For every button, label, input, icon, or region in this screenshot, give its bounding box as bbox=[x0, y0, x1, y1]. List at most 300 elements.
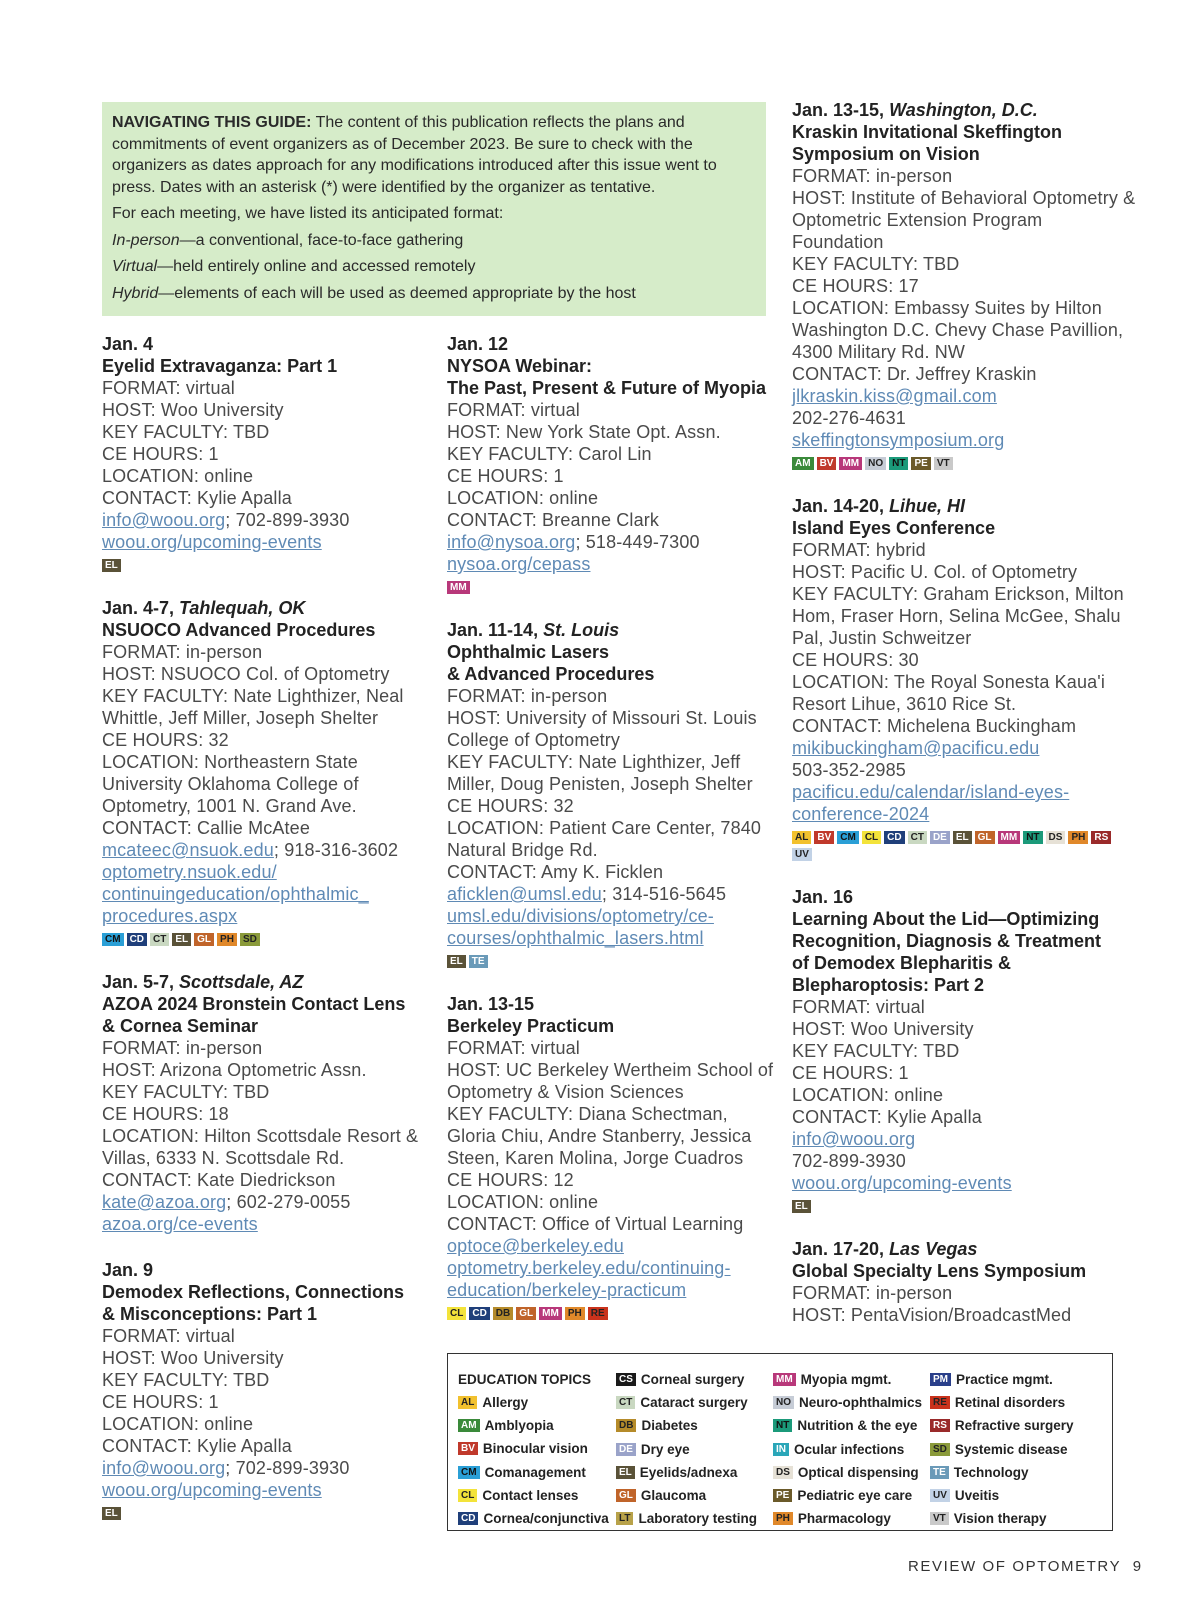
legend-column-1 bbox=[458, 1368, 609, 1530]
event-link[interactable]: umsl.edu/divisions/optometry/ce-courses/ophthalmic_lasers.html bbox=[447, 906, 714, 948]
event-detail: HOST: Pacific U. Col. of Optometry bbox=[792, 562, 1078, 582]
event-detail: FORMAT: in-person bbox=[102, 642, 263, 662]
legend-label: Myopia mgmt. bbox=[800, 1372, 892, 1388]
event-contact-text: ; 702-899-3930 bbox=[225, 510, 350, 530]
event-title: Symposium on Vision bbox=[792, 144, 980, 164]
legend-item bbox=[773, 1484, 922, 1507]
event-title: Blepharoptosis: Part 2 bbox=[792, 975, 985, 995]
event-link[interactable]: jlkraskin.kiss@gmail.com bbox=[792, 386, 997, 406]
event-detail: CE HOURS: 17 bbox=[792, 276, 919, 296]
legend-item bbox=[930, 1507, 1073, 1530]
legend-item bbox=[616, 1461, 757, 1484]
topic-tag-el: EL bbox=[447, 955, 466, 968]
event-link[interactable]: mikibuckingham@pacificu.edu bbox=[792, 738, 1040, 758]
event-link[interactable]: pacificu.edu/calendar/island-eyes-conference-2024 bbox=[792, 782, 1070, 824]
event-title: & Advanced Procedures bbox=[447, 664, 655, 684]
topic-tag-nt: NT bbox=[1023, 831, 1042, 844]
event-contact-line bbox=[447, 1235, 777, 1257]
event-detail: FORMAT: in-person bbox=[792, 166, 953, 186]
event-detail: CONTACT: Kate Diedrickson bbox=[102, 1170, 336, 1190]
legend-item bbox=[773, 1438, 922, 1461]
event-listing bbox=[447, 619, 777, 969]
legend-item bbox=[616, 1507, 757, 1530]
event-contact-line bbox=[792, 737, 1137, 759]
topic-tag-cd: CD bbox=[469, 1307, 489, 1320]
event-contact-line bbox=[102, 1457, 432, 1479]
topic-tag-rs: RS bbox=[1091, 831, 1111, 844]
event-link[interactable]: aficklen@umsl.edu bbox=[447, 884, 602, 904]
event-date-text: Jan. 5-7, bbox=[102, 972, 180, 992]
event-contact-line bbox=[792, 1150, 1137, 1172]
topic-tags bbox=[447, 578, 777, 595]
legend-item bbox=[773, 1507, 922, 1530]
event-contact-line bbox=[792, 781, 1137, 825]
event-detail: CONTACT: Dr. Jeffrey Kraskin bbox=[792, 364, 1037, 384]
event-listing bbox=[447, 333, 777, 595]
topic-tag-pe: PE bbox=[911, 457, 930, 470]
event-detail: KEY FACULTY: TBD bbox=[792, 1041, 960, 1061]
event-title: NSUOCO Advanced Procedures bbox=[102, 620, 376, 640]
legend-label: Cataract surgery bbox=[640, 1395, 748, 1411]
event-contact-line bbox=[792, 429, 1137, 451]
event-listing bbox=[102, 971, 432, 1235]
topic-tag-cs: CS bbox=[616, 1373, 636, 1386]
event-detail: HOST: PentaVision/BroadcastMed bbox=[792, 1305, 1072, 1325]
event-date bbox=[102, 1259, 432, 1281]
event-contact-text: 503-352-2985 bbox=[792, 760, 906, 780]
event-link[interactable]: info@woou.org bbox=[792, 1129, 916, 1149]
legend-column-2 bbox=[616, 1368, 757, 1530]
topic-tag-cd: CD bbox=[884, 831, 904, 844]
event-detail: HOST: New York State Opt. Assn. bbox=[447, 422, 721, 442]
event-date bbox=[102, 333, 432, 355]
event-contact-line bbox=[102, 839, 432, 861]
event-detail: CE HOURS: 18 bbox=[102, 1104, 229, 1124]
event-date-text: Jan. 17-20, bbox=[792, 1239, 890, 1259]
event-detail: FORMAT: in-person bbox=[447, 686, 608, 706]
event-detail: HOST: UC Berkeley Wertheim School of Optometry & Vision Sciences bbox=[447, 1060, 774, 1102]
event-title: Learning About the Lid—Optimizing bbox=[792, 909, 1100, 929]
legend-column-4 bbox=[930, 1368, 1073, 1530]
legend-item bbox=[930, 1391, 1073, 1414]
event-link[interactable]: woou.org/upcoming-events bbox=[102, 532, 322, 552]
legend-item bbox=[458, 1484, 609, 1507]
event-contact-text: 702-899-3930 bbox=[792, 1151, 906, 1171]
topic-tag-ph: PH bbox=[565, 1307, 585, 1320]
event-contact-line bbox=[792, 1128, 1137, 1150]
legend-label: Pediatric eye care bbox=[797, 1488, 913, 1504]
legend-item bbox=[458, 1391, 609, 1414]
event-detail: LOCATION: Hilton Scottsdale Resort & Villas, 6333 N. Scottsdale Rd. bbox=[102, 1126, 419, 1168]
event-detail: KEY FACULTY: TBD bbox=[102, 1370, 270, 1390]
event-link[interactable]: nysoa.org/cepass bbox=[447, 554, 591, 574]
event-detail: KEY FACULTY: TBD bbox=[792, 254, 960, 274]
event-detail: CE HOURS: 1 bbox=[792, 1063, 909, 1083]
event-detail: CE HOURS: 32 bbox=[447, 796, 574, 816]
topic-tag-el: EL bbox=[102, 1507, 121, 1520]
event-detail: LOCATION: Northeastern State University Oklahoma College of Optometry, 1001 N. Grand Ave. bbox=[102, 752, 359, 816]
event-detail: FORMAT: virtual bbox=[792, 997, 925, 1017]
legend-label: Nutrition & the eye bbox=[797, 1418, 918, 1434]
event-listing bbox=[792, 886, 1137, 1214]
event-link[interactable]: kate@azoa.org bbox=[102, 1192, 227, 1212]
event-listing bbox=[447, 993, 777, 1321]
event-title: of Demodex Blepharitis & bbox=[792, 953, 1012, 973]
event-title: Ophthalmic Lasers bbox=[447, 642, 610, 662]
event-link[interactable]: skeffingtonsymposium.org bbox=[792, 430, 1005, 450]
legend-item bbox=[458, 1437, 609, 1460]
topic-tags bbox=[102, 556, 432, 573]
event-contact-line bbox=[792, 385, 1137, 407]
topic-tag-db: DB bbox=[493, 1307, 513, 1320]
event-contact-line bbox=[102, 1479, 432, 1501]
event-detail: KEY FACULTY: Nate Lighthizer, Neal Whittle, Jeff Miller, Joseph Shelter bbox=[102, 686, 404, 728]
event-title: NYSOA Webinar: bbox=[447, 356, 593, 376]
legend-item bbox=[773, 1391, 922, 1414]
event-date-text: Jan. 4-7, bbox=[102, 598, 180, 618]
event-link[interactable]: mcateec@nsuok.edu bbox=[102, 840, 274, 860]
legend-item bbox=[458, 1507, 609, 1530]
legend-label: Corneal surgery bbox=[640, 1372, 745, 1388]
nav-intro bbox=[112, 112, 756, 198]
event-link[interactable]: info@woou.org bbox=[102, 1458, 226, 1478]
topic-tag-bv: BV bbox=[817, 457, 837, 470]
legend-label: Allergy bbox=[482, 1395, 529, 1411]
legend-label: Optical dispensing bbox=[797, 1464, 919, 1480]
event-place: Lihue, HI bbox=[889, 496, 966, 516]
event-date-text: Jan. 13-15, bbox=[792, 100, 890, 120]
topic-tags bbox=[102, 1504, 432, 1521]
event-listing bbox=[792, 495, 1137, 862]
topic-tag-ph: PH bbox=[773, 1512, 793, 1525]
legend-item bbox=[773, 1461, 922, 1484]
event-contact-text: ; 702-899-3930 bbox=[225, 1458, 350, 1478]
topic-tag-ct: CT bbox=[908, 831, 927, 844]
legend-item bbox=[616, 1438, 757, 1461]
event-link[interactable]: optometry.nsuok.edu/ continuingeducation/ophthalmic_ procedures.aspx bbox=[102, 862, 369, 926]
education-topics-legend bbox=[447, 1353, 1113, 1531]
legend-label: Pharmacology bbox=[797, 1511, 891, 1527]
legend-label: Laboratory testing bbox=[638, 1511, 757, 1527]
legend-title: EDUCATION TOPICS bbox=[458, 1372, 592, 1387]
event-link[interactable]: woou.org/upcoming-events bbox=[792, 1173, 1012, 1193]
event-place: Washington, D.C. bbox=[889, 100, 1038, 120]
topic-tag-al: AL bbox=[458, 1396, 477, 1409]
event-contact-text: 202-276-4631 bbox=[792, 408, 906, 428]
event-column-2 bbox=[447, 333, 777, 1345]
legend-label: Refractive surgery bbox=[954, 1418, 1074, 1434]
topic-tags bbox=[792, 828, 1137, 862]
topic-tag-vt: VT bbox=[934, 457, 953, 470]
topic-tag-ct: CT bbox=[616, 1396, 635, 1409]
topic-tag-mm: MM bbox=[447, 581, 470, 594]
event-contact-text: ; 602-279-0055 bbox=[226, 1192, 351, 1212]
event-place: Las Vegas bbox=[889, 1239, 978, 1259]
topic-tag-pm: PM bbox=[930, 1373, 951, 1386]
topic-tag-mm: MM bbox=[998, 831, 1021, 844]
topic-tag-bv: BV bbox=[814, 831, 834, 844]
event-contact-line bbox=[447, 553, 777, 575]
event-contact-text: ; 918-316-3602 bbox=[273, 840, 399, 860]
page-footer bbox=[908, 1558, 1143, 1575]
event-detail: LOCATION: Patient Care Center, 7840 Natural Bridge Rd. bbox=[447, 818, 762, 860]
event-contact-text: ; 314-516-5645 bbox=[601, 884, 727, 904]
event-contact-line bbox=[792, 759, 1137, 781]
event-detail: KEY FACULTY: TBD bbox=[102, 1082, 270, 1102]
event-contact-line bbox=[102, 531, 432, 553]
legend-label: Dry eye bbox=[640, 1441, 690, 1457]
topic-tag-el: EL bbox=[792, 1200, 811, 1213]
event-detail: KEY FACULTY: Nate Lighthizer, Jeff Miller, Doug Penisten, Joseph Shelter bbox=[447, 752, 753, 794]
event-title: Eyelid Extravaganza: Part 1 bbox=[102, 356, 338, 376]
page-number: 9 bbox=[1132, 1558, 1143, 1575]
event-title: & Misconceptions: Part 1 bbox=[102, 1304, 318, 1324]
event-link[interactable]: azoa.org/ce-events bbox=[102, 1214, 258, 1234]
nav-format-intro: For each meeting, we have listed its anticipated format: bbox=[112, 205, 504, 222]
topic-tag-lt: LT bbox=[616, 1512, 633, 1525]
event-date bbox=[447, 333, 777, 355]
event-column-3 bbox=[792, 99, 1137, 1350]
event-detail: LOCATION: online bbox=[447, 488, 599, 508]
event-contact-line bbox=[447, 531, 777, 553]
topic-tag-cm: CM bbox=[837, 831, 859, 844]
topic-tag-ct: CT bbox=[150, 933, 169, 946]
topic-tag-am: AM bbox=[792, 457, 814, 470]
topic-tag-mm: MM bbox=[839, 457, 862, 470]
event-detail: FORMAT: in-person bbox=[792, 1283, 953, 1303]
topic-tag-db: DB bbox=[616, 1419, 636, 1432]
legend-column-3 bbox=[773, 1368, 922, 1530]
event-contact-line bbox=[102, 1191, 432, 1213]
event-detail: FORMAT: hybrid bbox=[792, 540, 926, 560]
nav-format-hybrid: Hybrid—elements of each will be used as deemed appropriate by the host bbox=[112, 284, 636, 302]
topic-tag-mm: MM bbox=[773, 1373, 796, 1386]
event-detail: CE HOURS: 30 bbox=[792, 650, 919, 670]
event-date-text: Jan. 12 bbox=[447, 334, 509, 354]
event-detail: FORMAT: virtual bbox=[102, 378, 235, 398]
legend-label: Amblyopia bbox=[484, 1418, 554, 1434]
event-date bbox=[102, 597, 432, 619]
topic-tag-nt: NT bbox=[889, 457, 908, 470]
topic-tag-nt: NT bbox=[773, 1419, 792, 1432]
nav-format-virtual: Virtual—held entirely online and accessed remotely bbox=[112, 258, 476, 275]
topic-tag-cm: CM bbox=[102, 933, 124, 946]
legend-item bbox=[930, 1461, 1073, 1484]
legend-label: Practice mgmt. bbox=[956, 1372, 1053, 1388]
legend-item bbox=[930, 1414, 1073, 1437]
event-listing bbox=[792, 1238, 1137, 1326]
legend-label: Eyelids/adnexa bbox=[639, 1464, 738, 1480]
event-detail: FORMAT: virtual bbox=[447, 1038, 580, 1058]
legend-label: Technology bbox=[953, 1464, 1029, 1480]
event-title: Recognition, Diagnosis & Treatment bbox=[792, 931, 1102, 951]
legend-label: Systemic disease bbox=[954, 1441, 1068, 1457]
legend-item bbox=[616, 1368, 757, 1391]
event-date-text: Jan. 11-14, bbox=[447, 620, 544, 640]
event-detail: LOCATION: online bbox=[102, 466, 254, 486]
topic-tag-no: NO bbox=[865, 457, 886, 470]
event-contact-line bbox=[102, 861, 432, 927]
event-date-text: Jan. 4 bbox=[102, 334, 154, 354]
topic-tag-al: AL bbox=[792, 831, 811, 844]
event-contact-line bbox=[792, 407, 1137, 429]
topic-tag-el: EL bbox=[102, 559, 121, 572]
event-listing bbox=[792, 99, 1137, 471]
event-detail: KEY FACULTY: Graham Erickson, Milton Hom, Fraser Horn, Selina McGee, Shalu Pal, Justin Schweitzer bbox=[792, 584, 1124, 648]
topic-tag-cl: CL bbox=[458, 1489, 477, 1502]
topic-tag-ds: DS bbox=[773, 1466, 793, 1479]
event-detail: KEY FACULTY: Carol Lin bbox=[447, 444, 652, 464]
event-contact-text: ; 518-449-7300 bbox=[575, 532, 700, 552]
legend-item bbox=[930, 1368, 1073, 1391]
event-link[interactable]: woou.org/upcoming-events bbox=[102, 1480, 322, 1500]
topic-tag-te: TE bbox=[930, 1466, 949, 1479]
topic-tag-gl: GL bbox=[194, 933, 214, 946]
event-detail: CONTACT: Kylie Apalla bbox=[792, 1107, 982, 1127]
event-detail: CONTACT: Office of Virtual Learning bbox=[447, 1214, 744, 1234]
event-detail: CONTACT: Kylie Apalla bbox=[102, 488, 292, 508]
topic-tag-vt: VT bbox=[930, 1512, 949, 1525]
event-title: AZOA 2024 Bronstein Contact Lens bbox=[102, 994, 406, 1014]
event-detail: LOCATION: online bbox=[447, 1192, 599, 1212]
topic-tag-cl: CL bbox=[447, 1307, 466, 1320]
event-listing bbox=[102, 1259, 432, 1521]
event-place: Tahlequah, OK bbox=[179, 598, 306, 618]
topic-tag-cd: CD bbox=[458, 1512, 478, 1525]
legend-label: Uveitis bbox=[954, 1488, 1000, 1504]
event-detail: KEY FACULTY: Diana Schectman, Gloria Chiu, Andre Stanberry, Jessica Steen, Karen Molina, Jorge Cuadros bbox=[447, 1104, 752, 1168]
event-title: Island Eyes Conference bbox=[792, 518, 996, 538]
event-detail: CE HOURS: 1 bbox=[102, 444, 219, 464]
event-detail: LOCATION: Embassy Suites by Hilton Washington D.C. Chevy Chase Pavillion, 4300 Military Rd. NW bbox=[792, 298, 1124, 362]
event-detail: LOCATION: online bbox=[102, 1414, 254, 1434]
event-detail: LOCATION: The Royal Sonesta Kaua'i Resort Lihue, 3610 Rice St. bbox=[792, 672, 1106, 714]
topic-tag-el: EL bbox=[953, 831, 972, 844]
topic-tag-rs: RS bbox=[930, 1419, 950, 1432]
event-link[interactable]: optoce@berkeley.edu bbox=[447, 1236, 624, 1256]
event-contact-line bbox=[447, 1257, 777, 1301]
event-detail: FORMAT: virtual bbox=[102, 1326, 235, 1346]
topic-tags bbox=[792, 1197, 1137, 1214]
navigation-guide-box bbox=[102, 102, 766, 316]
legend-label: Contact lenses bbox=[482, 1487, 579, 1503]
event-detail: FORMAT: virtual bbox=[447, 400, 580, 420]
legend-label: Glaucoma bbox=[640, 1488, 707, 1504]
event-detail: HOST: Woo University bbox=[102, 1348, 284, 1368]
event-date-text: Jan. 14-20, bbox=[792, 496, 890, 516]
event-link[interactable]: info@woou.org bbox=[102, 510, 226, 530]
legend-label: Comanagement bbox=[484, 1464, 586, 1480]
event-listing bbox=[102, 597, 432, 947]
topic-tag-gl: GL bbox=[975, 831, 995, 844]
topic-tag-ph: PH bbox=[217, 933, 237, 946]
topic-tag-gl: GL bbox=[516, 1307, 536, 1320]
topic-tag-el: EL bbox=[172, 933, 191, 946]
event-detail: FORMAT: in-person bbox=[102, 1038, 263, 1058]
legend-item bbox=[773, 1414, 922, 1437]
topic-tag-ph: PH bbox=[1068, 831, 1088, 844]
event-detail: HOST: Woo University bbox=[102, 400, 284, 420]
event-date-text: Jan. 13-15 bbox=[447, 994, 535, 1014]
event-listing bbox=[102, 333, 432, 573]
legend-label: Retinal disorders bbox=[954, 1395, 1066, 1411]
legend-item bbox=[458, 1414, 609, 1437]
event-contact-line bbox=[447, 883, 777, 905]
topic-tags bbox=[447, 952, 777, 969]
event-title: Kraskin Invitational Skeffington bbox=[792, 122, 1063, 142]
event-detail: HOST: Arizona Optometric Assn. bbox=[102, 1060, 367, 1080]
event-detail: KEY FACULTY: TBD bbox=[102, 422, 270, 442]
publication-name: REVIEW OF OPTOMETRY bbox=[908, 1558, 1122, 1575]
topic-tag-bv: BV bbox=[458, 1442, 478, 1455]
legend-item bbox=[616, 1484, 757, 1507]
event-link[interactable]: optometry.berkeley.edu/continuing-education/berkeley-practicum bbox=[447, 1258, 731, 1300]
topic-tag-uv: UV bbox=[930, 1489, 950, 1502]
event-detail: CONTACT: Callie McAtee bbox=[102, 818, 311, 838]
event-title: & Cornea Seminar bbox=[102, 1016, 259, 1036]
topic-tag-cl: CL bbox=[862, 831, 881, 844]
legend-label: Neuro-ophthalmics bbox=[799, 1395, 923, 1411]
legend-item bbox=[458, 1461, 609, 1484]
event-contact-line bbox=[102, 509, 432, 531]
event-date bbox=[792, 886, 1137, 908]
legend-item bbox=[930, 1438, 1073, 1461]
event-detail: CONTACT: Kylie Apalla bbox=[102, 1436, 292, 1456]
topic-tags bbox=[102, 930, 432, 947]
legend-item bbox=[773, 1368, 922, 1391]
nav-format-inperson: In-person—a conventional, face-to-face gathering bbox=[112, 231, 464, 249]
event-detail: CE HOURS: 1 bbox=[447, 466, 564, 486]
topic-tag-sd: SD bbox=[930, 1443, 950, 1456]
topic-tag-in: IN bbox=[773, 1443, 789, 1456]
legend-item bbox=[930, 1484, 1073, 1507]
event-contact-line bbox=[447, 905, 777, 949]
event-place: St. Louis bbox=[543, 620, 620, 640]
event-detail: CONTACT: Amy K. Ficklen bbox=[447, 862, 664, 882]
event-detail: HOST: University of Missouri St. Louis College of Optometry bbox=[447, 708, 757, 750]
legend-item bbox=[616, 1391, 757, 1414]
legend-label: Cornea/conjunctiva bbox=[483, 1511, 609, 1527]
topic-tag-cm: CM bbox=[458, 1466, 480, 1479]
topic-tag-de: DE bbox=[616, 1443, 636, 1456]
topic-tag-re: RE bbox=[588, 1307, 608, 1320]
topic-tag-te: TE bbox=[469, 955, 488, 968]
topic-tag-uv: UV bbox=[792, 848, 812, 861]
topic-tag-pe: PE bbox=[773, 1489, 792, 1502]
event-detail: HOST: Woo University bbox=[792, 1019, 974, 1039]
event-date-text: Jan. 9 bbox=[102, 1260, 154, 1280]
event-title: Demodex Reflections, Connections bbox=[102, 1282, 405, 1302]
topic-tags bbox=[792, 454, 1137, 471]
topic-tag-mm: MM bbox=[539, 1307, 562, 1320]
legend-label: Ocular infections bbox=[794, 1441, 905, 1457]
event-title: The Past, Present & Future of Myopia bbox=[447, 378, 767, 398]
topic-tag-de: DE bbox=[930, 831, 950, 844]
topic-tags bbox=[447, 1304, 777, 1321]
legend-label: Vision therapy bbox=[953, 1511, 1047, 1527]
event-detail: LOCATION: online bbox=[792, 1085, 944, 1105]
legend-label: Diabetes bbox=[641, 1418, 698, 1434]
event-detail: HOST: NSUOCO Col. of Optometry bbox=[102, 664, 390, 684]
event-date bbox=[447, 619, 777, 641]
legend-label: Binocular vision bbox=[482, 1441, 588, 1457]
topic-tag-no: NO bbox=[773, 1396, 794, 1409]
event-date bbox=[447, 993, 777, 1015]
event-detail: CONTACT: Michelena Buckingham bbox=[792, 716, 1077, 736]
event-link[interactable]: info@nysoa.org bbox=[447, 532, 576, 552]
topic-tag-cd: CD bbox=[127, 933, 147, 946]
topic-tag-el: EL bbox=[616, 1466, 635, 1479]
